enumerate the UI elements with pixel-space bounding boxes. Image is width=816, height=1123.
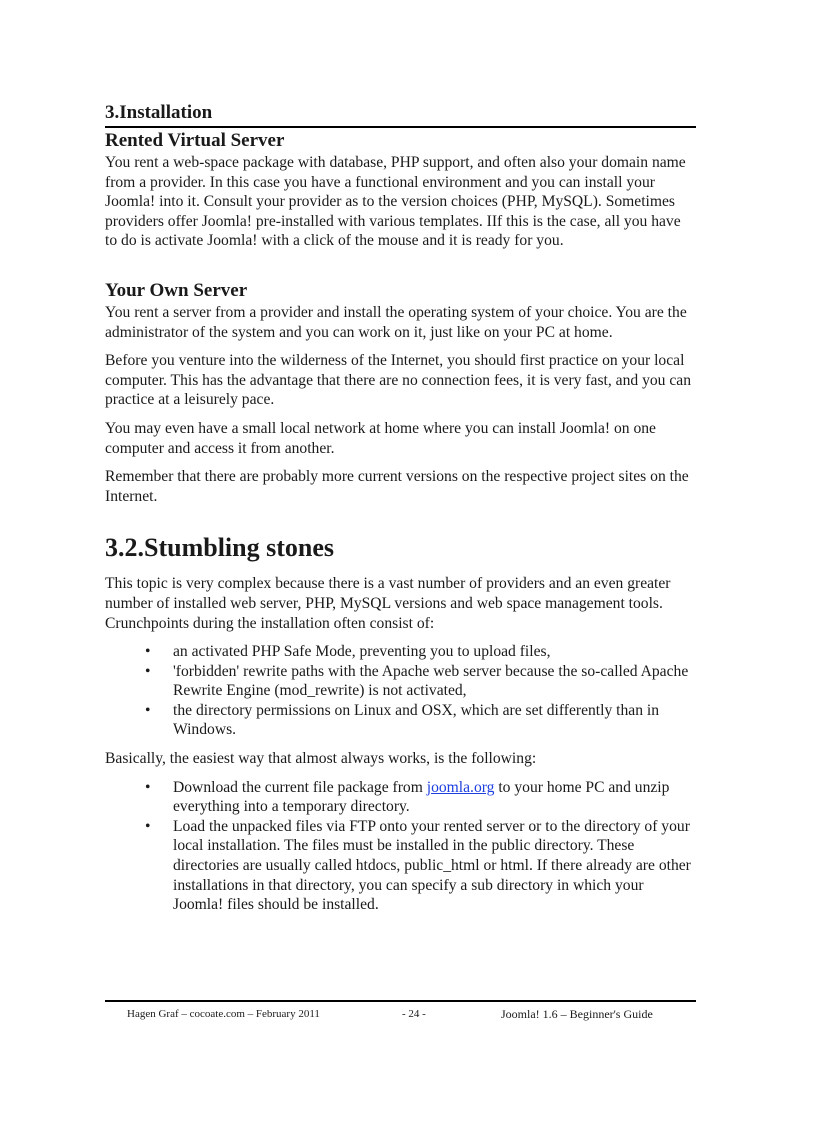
footer-book-title: Joomla! 1.6 – Beginner's Guide: [501, 1007, 653, 1021]
footer-author: Hagen Graf – cocoate.com – February 2011: [127, 1008, 320, 1020]
step2-text: Load the unpacked files via FTP onto your rented server or to the directory of your local installation. The files must be installed in the public directory. These directories are usually called htdocs, public_html or html. If there already are other installations in that directory, you can specify a sub directory in which your Joomla! files should be installed.: [173, 817, 691, 914]
bullet-icon: •: [145, 643, 151, 661]
list-item-text: an activated PHP Safe Mode, preventing you to upload files,: [173, 643, 551, 661]
own-server-paragraph-4: Remember that there are probably more current versions on the respective project sites on the Internet.: [105, 468, 689, 505]
page-footer: [105, 1000, 696, 1026]
section-heading-own-server: Your Own Server: [105, 279, 248, 301]
footer-page-number: - 24 -: [402, 1008, 426, 1020]
own-server-paragraph-2: Before you venture into the wilderness of the Internet, you should first practice on your local computer. This has the advantage that there are no connection fees, it is very fast, and you can practice at a leisurely pace.: [105, 352, 692, 409]
step1-text-after: to your home PC and unzip everything into a temporary directory.: [173, 778, 670, 816]
list-item-text: the directory permissions on Linux and OSX, which are set differently than in Windows.: [173, 701, 660, 739]
list-item: [105, 701, 696, 740]
joomla-org-link[interactable]: joomla.org: [426, 778, 495, 796]
bullet-icon: •: [145, 817, 151, 835]
page-body: [105, 102, 696, 924]
bullet-icon: •: [145, 701, 151, 719]
list-item-text: 'forbidden' rewrite paths with the Apache web server because the so-called Apache Rewrite Engine (mod_rewrite) is not activated,: [173, 662, 689, 700]
step1-text-before: Download the current file package from: [173, 778, 427, 796]
list-item: [105, 642, 696, 662]
section-heading-stumbling-stones: 3.2.Stumbling stones: [105, 533, 334, 563]
easiest-way-paragraph: Basically, the easiest way that almost always works, is the following:: [105, 750, 537, 768]
list-item: [105, 817, 696, 915]
bullet-icon: •: [145, 662, 151, 680]
section-heading-rented-server: Rented Virtual Server: [105, 126, 696, 153]
own-server-paragraph-1: You rent a server from a provider and install the operating system of your choice. You are the administrator of the system and you can work on it, just like on your PC at home.: [105, 303, 687, 341]
install-steps-list: [105, 778, 696, 915]
stumbling-intro-paragraph: This topic is very complex because there is a vast number of providers and an even greater number of installed web server, PHP, MySQL versions and web space management tools. Crunchpoints during the installation often consist of:: [105, 575, 671, 632]
list-item: [105, 662, 696, 701]
crunchpoints-list: [105, 642, 696, 740]
chapter-title: 3.Installation: [105, 102, 213, 123]
own-server-paragraph-3: You may even have a small local network at home where you can install Joomla! on one computer and access it from another.: [105, 419, 656, 457]
bullet-icon: •: [145, 778, 151, 796]
list-item: [105, 778, 696, 817]
rented-server-paragraph: You rent a web-space package with database, PHP support, and often also your domain name from a provider. In this case you have a functional environment and you can install your Joomla! into it. Consult your provider as to the version choices (PHP, MySQL). Sometimes providers offer Joomla! pre-installed with various templates. IIf this is the case, all you have to do is activate Joomla! with a click of the mouse and it is ready for you.: [105, 154, 686, 250]
